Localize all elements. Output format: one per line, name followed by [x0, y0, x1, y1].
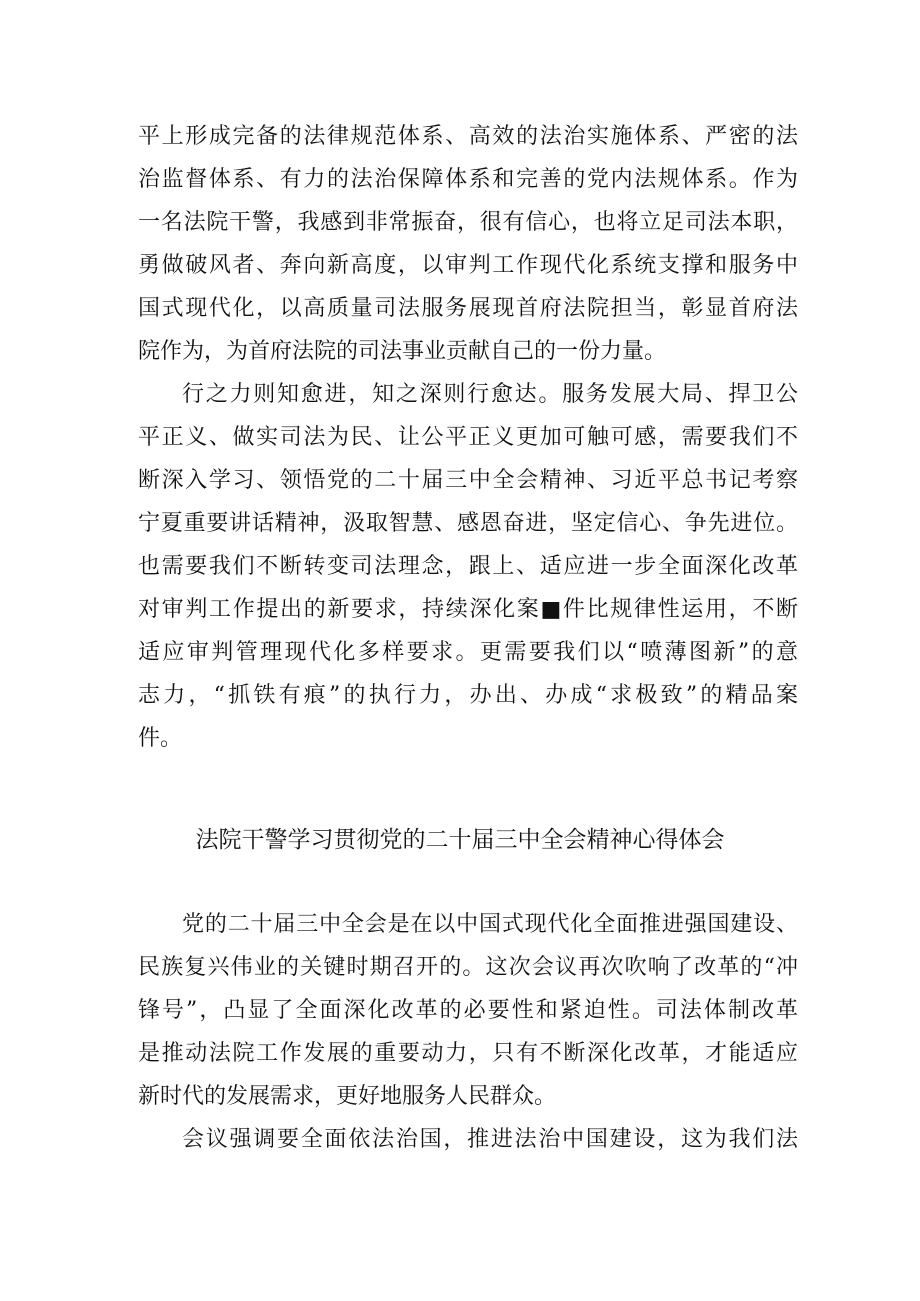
- paragraph-line: 宁夏重要讲话精神，汲取智慧、感恩奋进，坚定信心、争先进位。: [138, 511, 798, 536]
- paragraph-line: 对审判工作提出的新要求，持续深化案■件比规律性运用，不断: [138, 597, 798, 622]
- paragraph-4: [138, 1118, 798, 1161]
- paragraph-3: [138, 903, 798, 1118]
- paragraph-line: 勇做破风者、奔向新高度，以审判工作现代化系统支撑和服务中: [138, 253, 798, 278]
- paragraph-line: 一名法院干警，我感到非常振奋，很有信心，也将立足司法本职，: [138, 210, 798, 235]
- article-heading: 法院干警学习贯彻党的二十届三中全会精神心得体会: [195, 827, 725, 853]
- paragraph-line: 治监督体系、有力的法治保障体系和完善的党内法规体系。作为: [138, 167, 798, 192]
- paragraph-line: 党的二十届三中全会是在以中国式现代化全面推进强国建设、: [182, 912, 798, 937]
- paragraph-line: 行之力则知愈进，知之深则行愈达。服务发展大局、捍卫公: [182, 382, 798, 407]
- paragraph-line: 国式现代化，以高质量司法服务展现首府法院担当，彰显首府法: [138, 296, 798, 321]
- paragraph-line: 志力，“抓铁有痕”的执行力，办出、办成“求极致”的精品案: [138, 683, 798, 708]
- paragraph-line: 新时代的发展需求，更好地服务人民群众。: [138, 1084, 557, 1109]
- paragraph-line: 院作为，为首府法院的司法事业贡献自己的一份力量。: [138, 339, 667, 364]
- paragraph-line: 会议强调要全面依法治国，推进法治中国建设，这为我们法: [182, 1127, 798, 1152]
- paragraph-line: 民族复兴伟业的关键时期召开的。这次会议再次吹响了改革的“冲: [138, 955, 798, 980]
- paragraph-line: 断深入学习、领悟党的二十届三中全会精神、习近平总书记考察: [138, 468, 798, 493]
- paragraph-1: [138, 115, 798, 373]
- paragraph-line: 是推动法院工作发展的重要动力，只有不断深化改革，才能适应: [138, 1041, 798, 1066]
- paragraph-line: 平正义、做实司法为民、让公平正义更加可触可感，需要我们不: [138, 425, 798, 450]
- paragraph-line: 适应审判管理现代化多样要求。更需要我们以“喷薄图新”的意: [138, 640, 798, 665]
- paragraph-line: 也需要我们不断转变司法理念，跟上、适应进一步全面深化改革: [138, 554, 798, 579]
- paragraph-line: 平上形成完备的法律规范体系、高效的法治实施体系、严密的法: [138, 124, 798, 149]
- paragraph-line: 锋号”，凸显了全面深化改革的必要性和紧迫性。司法体制改革: [138, 998, 798, 1023]
- paragraph-2: [138, 373, 798, 760]
- paragraph-line: 件。: [138, 726, 183, 751]
